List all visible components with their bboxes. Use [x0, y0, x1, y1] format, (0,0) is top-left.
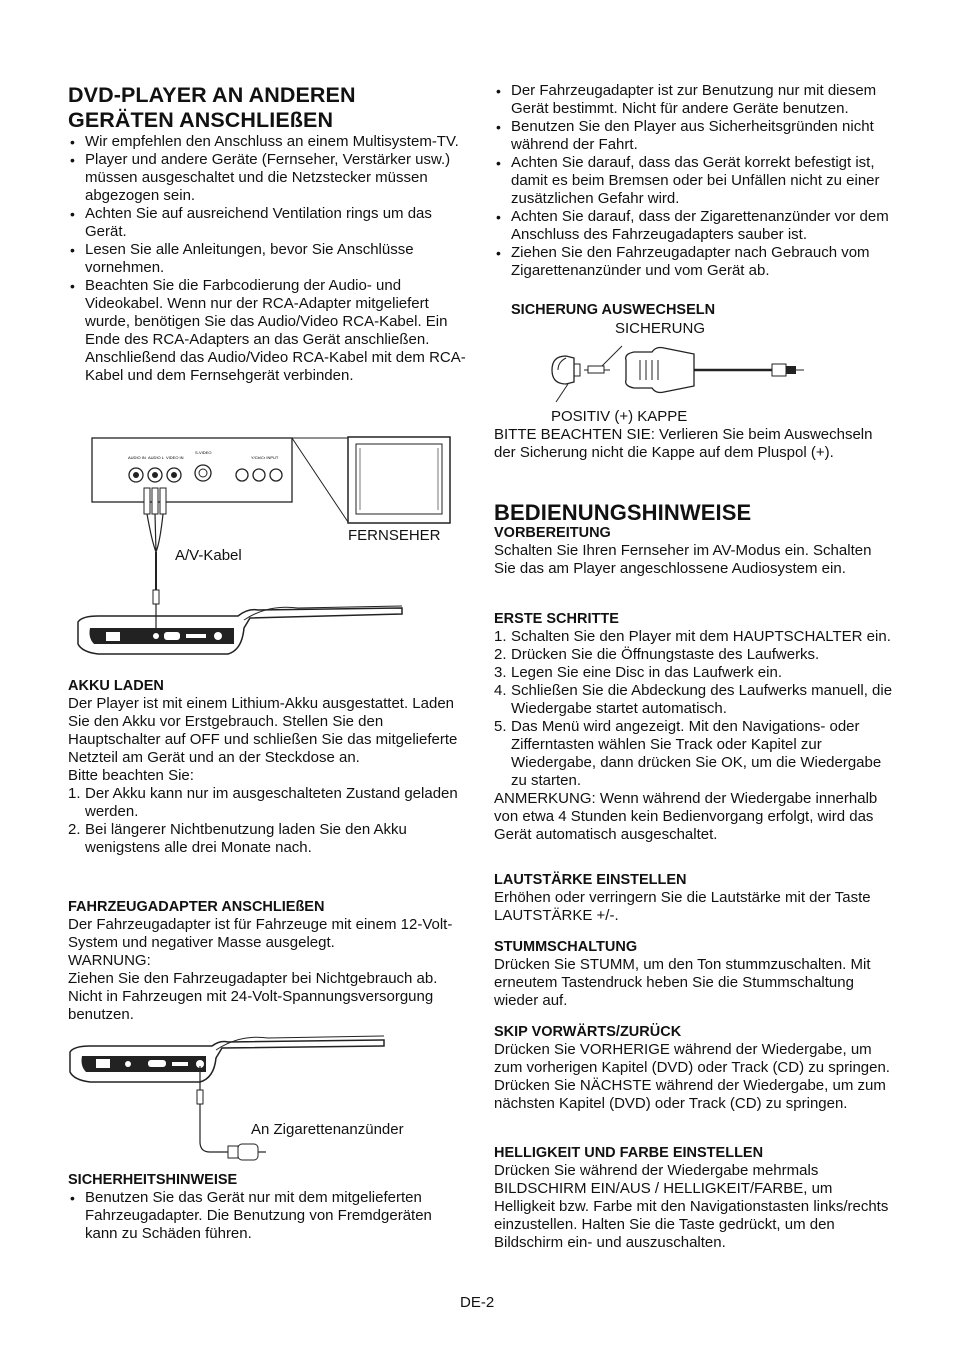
- tv-connection-diagram: [68, 432, 468, 664]
- list-item: • Achten Sie darauf, dass das Gerät korrekt befestigt ist, damit es beim Bremsen oder bei Unfällen nicht zu einer zusätzlichen Gefahr wird.: [494, 154, 894, 208]
- erste-list: [494, 628, 894, 790]
- list-item: • Benutzen Sie den Player aus Sicherheitsgründen nicht während der Fahrt.: [494, 118, 894, 154]
- sicherung-note: BITTE BEACHTEN SIE: Verlieren Sie beim Auswechseln der Sicherung nicht die Kappe auf dem Pluspol (+).: [494, 426, 873, 461]
- akku-note: Bitte beachten Sie:: [68, 767, 194, 784]
- car-adapter-diagram: [68, 1032, 468, 1162]
- tv-label: FERNSEHER: [348, 527, 441, 544]
- page-title: [68, 83, 468, 133]
- fahrzeug-warning: WARNUNG:: [68, 952, 151, 969]
- list-item: 2. Drücken Sie die Öffnungstaste des Laufwerks.: [494, 646, 820, 663]
- section-bedienung: [494, 500, 894, 578]
- lautstaerke-text: Erhöhen oder verringern Sie die Lautstärke mit der Taste LAUTSTÄRKE +/-.: [494, 889, 871, 924]
- list-item: 3. Legen Sie eine Disc in das Laufwerk ein.: [494, 664, 782, 681]
- list-item: 5. Das Menü wird angezeigt. Mit den Navigations- oder Zifferntasten wählen Sie Track oder Kapitel zur Wiedergabe, dann drücken Sie OK, um die Wiedergabe zu starten.: [494, 718, 882, 789]
- erste-note: ANMERKUNG: Wenn während der Wiedergabe innerhalb von etwa 4 Stunden kein Bedienvorgang erfolgt, wird das Gerät automatisch ausgeschaltet.: [494, 790, 878, 843]
- list-item: 1. Der Akku kann nur im ausgeschalteten Zustand geladen werden.: [68, 785, 458, 820]
- list-item: 2. Bei längerer Nichtbenutzung laden Sie den Akku wenigstens alle drei Monate nach.: [68, 821, 407, 856]
- fahrzeug-heading: FAHRZEUGADAPTER ANSCHLIEßEN: [68, 899, 325, 915]
- svg-text:Y/Cb/Cr INPUT: Y/Cb/Cr INPUT: [251, 455, 279, 460]
- section-skip: [494, 1024, 894, 1113]
- skip-text: Drücken Sie VORHERIGE während der Wiedergabe, um zum vorherigen Kapitel (DVD) oder Track (CD) zu springen. Drücken Sie NÄCHSTE während der Wiedergabe, um zum nächsten Kapitel (DVD) oder Track (CD) zu springen.: [494, 1041, 890, 1112]
- list-item: • Achten Sie auf ausreichend Ventilation rings um das Gerät.: [68, 205, 468, 241]
- list-item: • Ziehen Sie den Fahrzeugadapter nach Gebrauch vom Zigarettenanzünder und vom Gerät ab.: [494, 244, 894, 280]
- sicherung-note-block: [494, 426, 894, 462]
- list-item: 4. Schließen Sie die Abdeckung des Laufwerks manuell, die Wiedergabe startet automatisch.: [494, 682, 893, 717]
- fuse-diagram: [544, 340, 814, 404]
- svg-text:S-VIDEO: S-VIDEO: [195, 450, 212, 455]
- list-item: • Achten Sie darauf, dass der Zigarettenanzünder vor dem Anschluss des Fahrzeugadapters sauber ist.: [494, 208, 894, 244]
- section-fahrzeug: [68, 899, 468, 1024]
- list-item: 1. Schalten Sie den Player mit dem HAUPTSCHALTER ein.: [494, 628, 891, 645]
- sicherung-heading: SICHERUNG AUSWECHSELN: [511, 302, 716, 318]
- vorbereitung-text: Schalten Sie Ihren Fernseher im AV-Modus ein. Schalten Sie das am Player angeschlossene Audiosystem ein.: [494, 542, 872, 577]
- section-sicherung: [511, 302, 894, 319]
- section-stumm: [494, 939, 894, 1010]
- fahrzeug-text-2: Ziehen Sie den Fahrzeugadapter bei Nichtgebrauch ab. Nicht in Fahrzeugen mit 24-Volt-Spannungsversorgung benutzen.: [68, 970, 438, 1023]
- helligkeit-heading: HELLIGKEIT UND FARBE EINSTELLEN: [494, 1145, 764, 1161]
- erste-heading: ERSTE SCHRITTE: [494, 611, 619, 627]
- title-line-1: DVD-PLAYER AN ANDEREN: [68, 83, 356, 107]
- akku-list: [68, 785, 468, 857]
- list-item: • Player und andere Geräte (Fernseher, Verstärker usw.) müssen ausgeschaltet und die Netzstecker müssen abgezogen sein.: [68, 151, 468, 205]
- fahrzeug-text: Der Fahrzeugadapter ist für Fahrzeuge mit einem 12-Volt-System und negativer Masse ausgelegt.: [68, 916, 453, 951]
- svg-text:AUDIO IN: AUDIO IN: [128, 455, 146, 460]
- lighter-label: An Zigarettenanzünder: [251, 1121, 404, 1138]
- stumm-heading: STUMMSCHALTUNG: [494, 939, 638, 955]
- svg-text:VIDEO IN: VIDEO IN: [166, 455, 184, 460]
- page-number: DE-2: [460, 1294, 495, 1311]
- helligkeit-text: Drücken Sie während der Wiedergabe mehrmals BILDSCHIRM EIN/AUS / HELLIGKEIT/FARBE, um Helligkeit bzw. Farbe mit den Navigationstasten links/rechts einzustellen. Halten Sie die Taste gedrückt, um den Bildschirm ein- und auszuschalten.: [494, 1162, 889, 1251]
- akku-text: Der Player ist mit einem Lithium-Akku ausgestattet. Laden Sie den Akku vor Erstgebrauch. Stellen Sie den Hauptschalter auf OFF und schließen Sie das mitgelieferte Netzteil am Gerät und an der Steckdose an.: [68, 695, 458, 766]
- safety-bullet-list: [494, 82, 894, 280]
- fuse-label: SICHERUNG: [615, 320, 706, 337]
- section-lautstaerke: [494, 872, 894, 925]
- car-adapter-illustration: [68, 1032, 468, 1162]
- list-item: • Wir empfehlen den Anschluss an einem Multisystem-TV.: [68, 133, 468, 151]
- section-akku: [68, 678, 468, 857]
- list-item: • Lesen Sie alle Anleitungen, bevor Sie Anschlüsse vornehmen.: [68, 241, 468, 277]
- stumm-text: Drücken Sie STUMM, um den Ton stummzuschalten. Mit erneutem Tastendruck heben Sie die Stummschaltung wieder auf.: [494, 956, 871, 1009]
- akku-heading: AKKU LADEN: [68, 678, 164, 694]
- vorbereitung-heading: VORBEREITUNG: [494, 525, 611, 541]
- section-erste-schritte: [494, 611, 894, 844]
- section-connect: [68, 83, 468, 385]
- sicherheit-list: [68, 1189, 468, 1243]
- title-line-2: GERÄTEN ANSCHLIEßEN: [68, 108, 334, 132]
- tv-connection-illustration: [68, 432, 468, 664]
- sicherheit-heading: SICHERHEITSHINWEISE: [68, 1172, 238, 1188]
- skip-heading: SKIP VORWÄRTS/ZURÜCK: [494, 1024, 682, 1040]
- fuse-illustration: [544, 340, 814, 404]
- cap-label: POSITIV (+) KAPPE: [551, 408, 688, 425]
- list-item: • Beachten Sie die Farbcodierung der Audio- und Videokabel. Wenn nur der RCA-Adapter mitgeliefert wurde, benötigen Sie das Audio/Video RCA-Kabel. Ein Ende des RCA-Adapters an das Gerät anschließen. Anschließend das Audio/Video RCA-Kabel mit dem RCA-Kabel und dem Fernsehgerät verbinden.: [68, 277, 468, 385]
- av-cable-label: A/V-Kabel: [175, 547, 242, 564]
- connect-bullet-list: [68, 133, 468, 385]
- list-item: • Benutzen Sie das Gerät nur mit dem mitgelieferten Fahrzeugadapter. Die Benutzung von Fremdgeräten kann zu Schäden führen.: [68, 1189, 468, 1243]
- bedienung-title: BEDIENUNGSHINWEISE: [494, 500, 752, 525]
- svg-text:AUDIO L: AUDIO L: [148, 455, 165, 460]
- section-safety-cont: [494, 82, 894, 280]
- list-item: • Der Fahrzeugadapter ist zur Benutzung nur mit diesem Gerät bestimmt. Nicht für andere Geräte benutzen.: [494, 82, 894, 118]
- lautstaerke-heading: LAUTSTÄRKE EINSTELLEN: [494, 872, 687, 888]
- section-sicherheit: [68, 1172, 468, 1243]
- section-helligkeit: [494, 1145, 894, 1252]
